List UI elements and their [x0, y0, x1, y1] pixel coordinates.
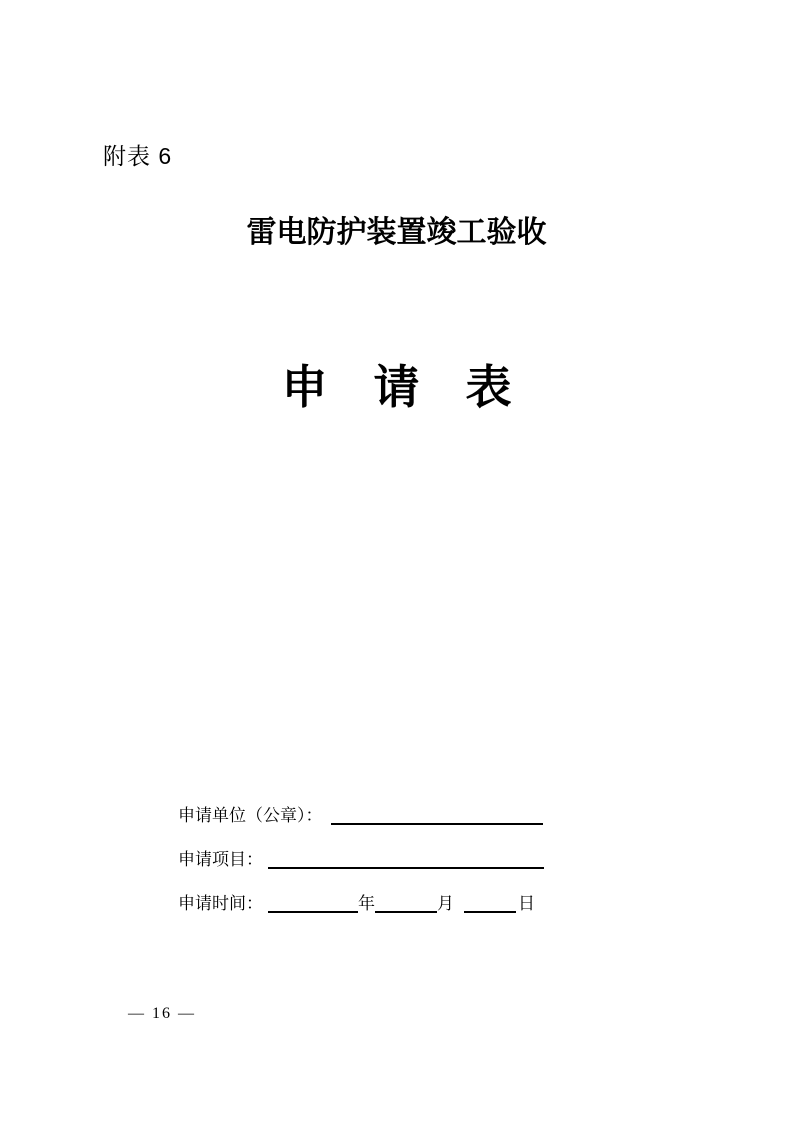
month-blank-line — [375, 893, 437, 913]
day-suffix-label: 日 — [518, 894, 535, 913]
form-row-date — [178, 892, 544, 936]
unit-field-label: 申请单位（公章）： — [178, 806, 323, 825]
application-form — [178, 804, 544, 936]
day-blank-line — [464, 893, 516, 913]
date-field-label: 申请时间： — [178, 894, 263, 913]
form-row-project — [178, 848, 544, 892]
document-subtitle: 雷电防护装置竣工验收 — [246, 216, 547, 249]
page-number: — 16 — — [128, 1005, 196, 1022]
year-blank-line — [268, 893, 358, 913]
project-blank-line — [268, 849, 544, 869]
unit-blank-line — [331, 805, 543, 825]
document-title: 申 请 表 — [281, 362, 512, 413]
project-field-label: 申请项目： — [178, 850, 263, 869]
year-suffix-label: 年 — [358, 894, 375, 913]
month-suffix-label: 月 — [437, 894, 454, 913]
form-row-unit — [178, 804, 544, 848]
appendix-label: 附表 6 — [103, 143, 173, 169]
